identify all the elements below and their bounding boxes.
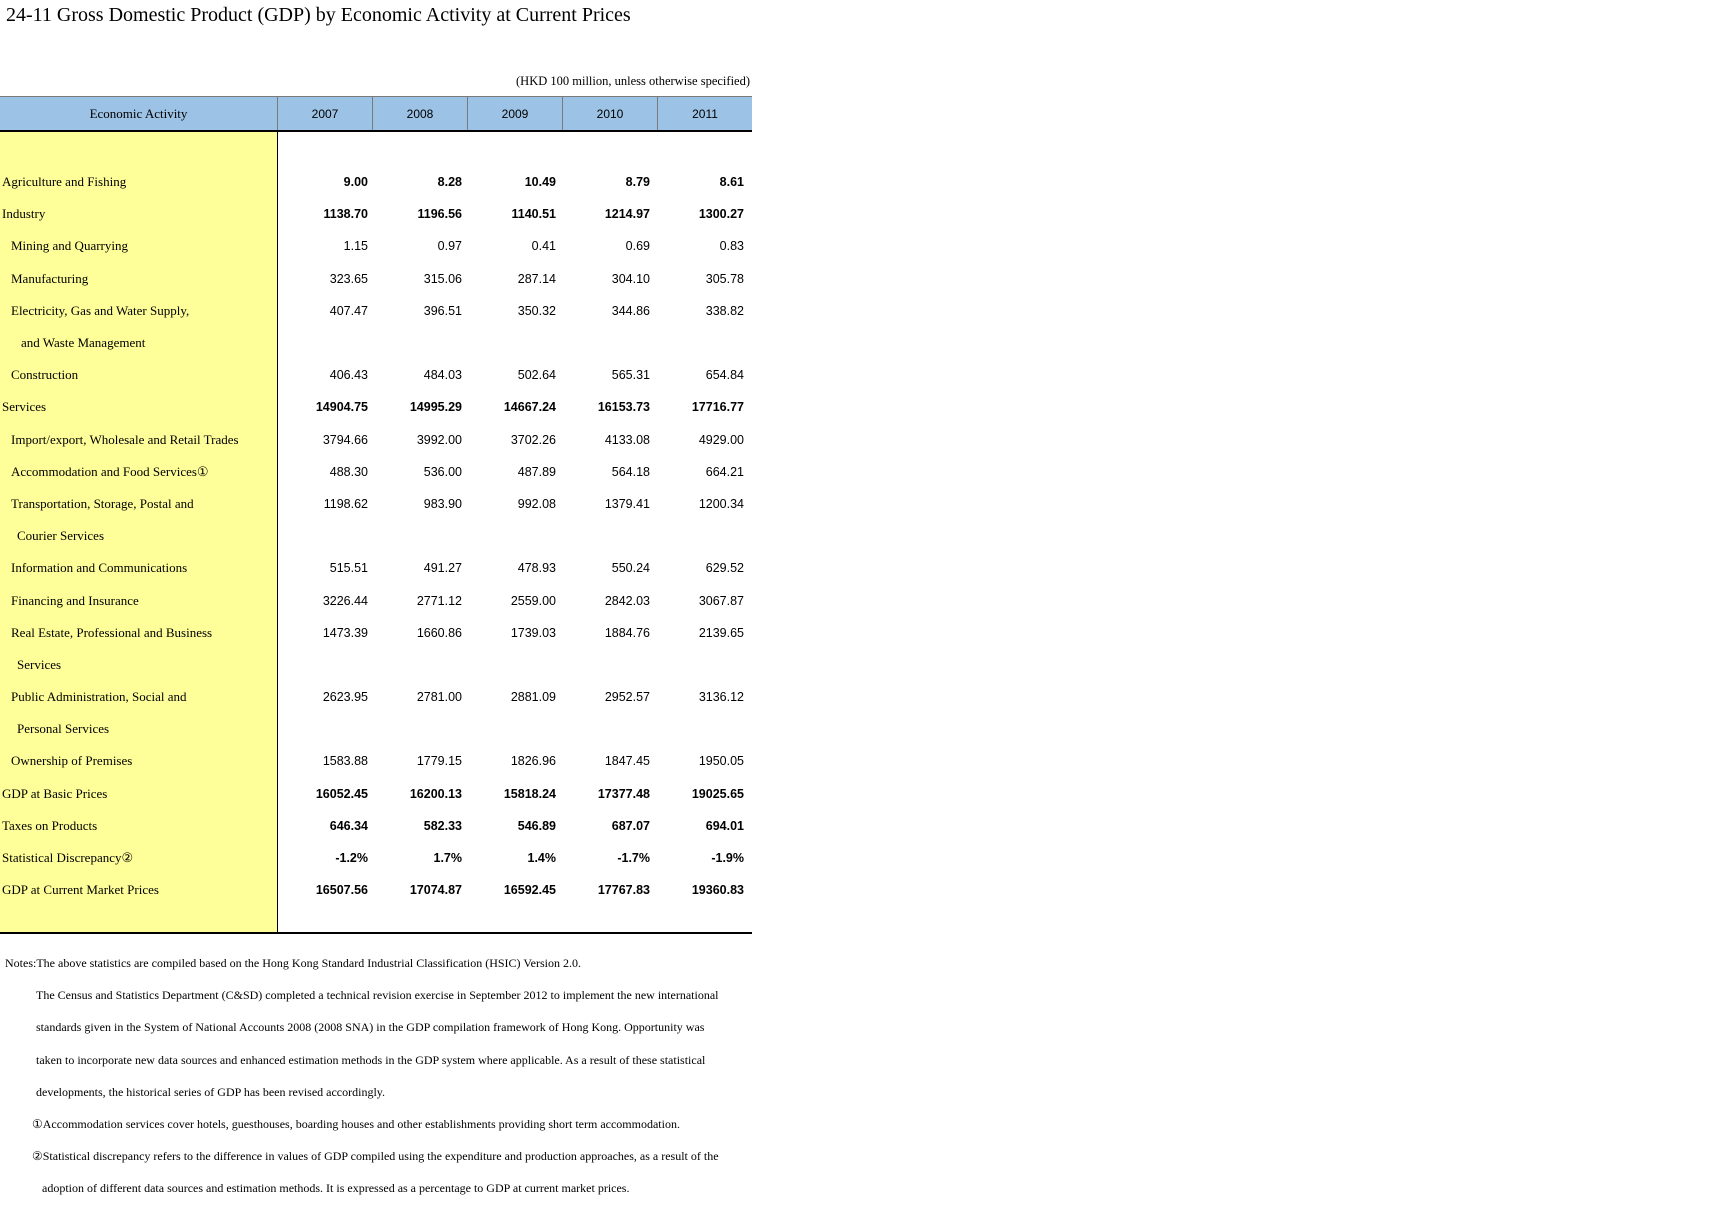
row-value: 983.90 bbox=[423, 496, 462, 511]
row-value: 8.28 bbox=[437, 175, 462, 190]
row-value: 564.18 bbox=[611, 464, 650, 479]
table-row bbox=[0, 359, 752, 391]
row-value: 1196.56 bbox=[417, 207, 462, 222]
table-row bbox=[0, 681, 752, 713]
row-label: GDP at Current Market Prices bbox=[2, 882, 159, 898]
row-value: 629.52 bbox=[705, 561, 744, 576]
row-label: Industry bbox=[2, 206, 46, 222]
row-value: 664.21 bbox=[705, 464, 744, 479]
row-value: 646.34 bbox=[329, 818, 368, 833]
row-value: 16592.45 bbox=[503, 883, 556, 898]
note-line: ①Accommodation services cover hotels, guesthouses, boarding houses and other establishments providing short term accommodation. bbox=[32, 1116, 680, 1131]
table-row bbox=[0, 424, 752, 456]
row-label: Public Administration, Social and bbox=[11, 689, 187, 705]
table-row bbox=[0, 198, 752, 230]
header-year-2009: 2009 bbox=[468, 97, 563, 130]
row-label: Construction bbox=[11, 367, 79, 383]
row-value: 2771.12 bbox=[416, 593, 462, 608]
row-label: Statistical Discrepancy② bbox=[2, 850, 134, 866]
notes-section bbox=[5, 947, 719, 1205]
row-value: 992.08 bbox=[517, 496, 556, 511]
row-value: 478.93 bbox=[517, 561, 556, 576]
row-value: 1950.05 bbox=[698, 754, 744, 769]
row-value: 305.78 bbox=[705, 271, 744, 286]
row-label: Services bbox=[2, 399, 47, 415]
row-label: Agriculture and Fishing bbox=[2, 174, 127, 190]
gdp-table bbox=[0, 96, 752, 934]
table-row bbox=[0, 810, 752, 842]
row-label: Transportation, Storage, Postal and bbox=[11, 495, 194, 511]
row-value: 2559.00 bbox=[510, 593, 556, 608]
row-value: 1660.86 bbox=[416, 625, 462, 640]
table-rows bbox=[0, 166, 752, 906]
table-row bbox=[0, 617, 752, 649]
table-row bbox=[0, 649, 752, 681]
row-value: 17716.77 bbox=[691, 400, 744, 415]
row-value: 1.15 bbox=[343, 239, 368, 254]
table-row bbox=[0, 488, 752, 520]
row-value: 484.03 bbox=[423, 368, 462, 383]
table-row bbox=[0, 520, 752, 552]
row-value: 17377.48 bbox=[597, 786, 650, 801]
row-value: 1214.97 bbox=[604, 207, 650, 222]
row-label: GDP at Basic Prices bbox=[2, 785, 108, 801]
row-value: 315.06 bbox=[423, 271, 462, 286]
row-value: 406.43 bbox=[329, 368, 368, 383]
row-label: Information and Communications bbox=[11, 560, 188, 576]
row-value: 0.41 bbox=[531, 239, 556, 254]
row-value: 2623.95 bbox=[322, 690, 368, 705]
table-row bbox=[0, 584, 752, 616]
row-label: Accommodation and Food Services① bbox=[11, 463, 209, 479]
table-row bbox=[0, 327, 752, 359]
row-value: 488.30 bbox=[329, 464, 368, 479]
row-value: 515.51 bbox=[329, 561, 368, 576]
row-label: Real Estate, Professional and Business bbox=[11, 624, 213, 640]
row-value: 1884.76 bbox=[604, 625, 650, 640]
row-value: 1779.15 bbox=[416, 754, 462, 769]
table-row bbox=[0, 745, 752, 777]
row-value: 338.82 bbox=[705, 303, 744, 318]
row-label: Personal Services bbox=[17, 721, 110, 737]
row-value: 1138.70 bbox=[323, 207, 368, 222]
row-value: -1.7% bbox=[617, 851, 650, 866]
row-value: 14667.24 bbox=[503, 400, 556, 415]
row-value: 396.51 bbox=[423, 303, 462, 318]
row-label: Services bbox=[17, 656, 62, 672]
note-line: Notes:The above statistics are compiled based on the Hong Kong Standard Industrial Classification (HSIC) Version 2.0. bbox=[5, 956, 581, 970]
row-value: 10.49 bbox=[524, 175, 556, 190]
row-value: 487.89 bbox=[517, 464, 556, 479]
row-label: Import/export, Wholesale and Retail Trades bbox=[11, 431, 239, 447]
row-value: 1847.45 bbox=[604, 754, 650, 769]
row-value: 565.31 bbox=[611, 368, 650, 383]
row-value: 14995.29 bbox=[409, 400, 462, 415]
row-value: 3992.00 bbox=[416, 432, 462, 447]
row-value: 582.33 bbox=[423, 818, 462, 833]
row-value: 1140.51 bbox=[511, 207, 556, 222]
row-value: 502.64 bbox=[517, 368, 556, 383]
row-value: 4929.00 bbox=[698, 432, 744, 447]
row-value: 2139.65 bbox=[698, 625, 744, 640]
table-header bbox=[0, 96, 752, 132]
row-value: 0.97 bbox=[437, 239, 462, 254]
table-row bbox=[0, 263, 752, 295]
row-value: 344.86 bbox=[611, 303, 650, 318]
note-line: taken to incorporate new data sources and enhanced estimation methods in the GDP system where applicable. As a result of these statistical bbox=[36, 1052, 706, 1067]
row-value: 1300.27 bbox=[698, 207, 744, 222]
row-value: -1.9% bbox=[711, 851, 744, 866]
note-line: developments, the historical series of GDP has been revised accordingly. bbox=[36, 1084, 386, 1099]
row-value: 550.24 bbox=[611, 561, 650, 576]
row-value: 323.65 bbox=[329, 271, 368, 286]
row-label: Electricity, Gas and Water Supply, bbox=[11, 302, 190, 318]
row-value: 350.32 bbox=[517, 303, 556, 318]
row-label: Courier Services bbox=[17, 528, 105, 544]
note-line: adoption of different data sources and estimation methods. It is expressed as a percentage to GDP at current market prices. bbox=[42, 1181, 630, 1196]
row-value: 19025.65 bbox=[691, 786, 744, 801]
table-row bbox=[0, 295, 752, 327]
row-value: 3794.66 bbox=[322, 432, 368, 447]
row-value: 1826.96 bbox=[510, 754, 556, 769]
row-value: 1379.41 bbox=[604, 496, 650, 511]
table-row bbox=[0, 842, 752, 874]
row-value: 407.47 bbox=[329, 303, 368, 318]
table-row bbox=[0, 166, 752, 198]
table-row bbox=[0, 456, 752, 488]
row-value: 3136.12 bbox=[698, 690, 744, 705]
row-value: 287.14 bbox=[517, 271, 556, 286]
row-value: 8.79 bbox=[625, 175, 650, 190]
table-row bbox=[0, 778, 752, 810]
row-value: 16153.73 bbox=[597, 400, 650, 415]
row-value: 15818.24 bbox=[503, 786, 556, 801]
row-value: 654.84 bbox=[705, 368, 744, 383]
note-line: The Census and Statistics Department (C&SD) completed a technical revision exercise in September 2012 to implement the new international bbox=[36, 988, 719, 1003]
row-value: 8.61 bbox=[719, 175, 744, 190]
note-line: ②Statistical discrepancy refers to the difference in values of GDP compiled using the expenditure and production approaches, as a result of the bbox=[32, 1149, 719, 1164]
table-row bbox=[0, 713, 752, 745]
row-value: 1.4% bbox=[527, 851, 556, 866]
row-value: 546.89 bbox=[517, 818, 556, 833]
header-economic-activity: Economic Activity bbox=[0, 97, 278, 130]
header-year-2008: 2008 bbox=[373, 97, 468, 130]
row-label: Ownership of Premises bbox=[11, 753, 133, 769]
row-value: 0.83 bbox=[719, 239, 744, 254]
row-value: 304.10 bbox=[611, 271, 650, 286]
row-value: 3067.87 bbox=[698, 593, 744, 608]
row-label: Manufacturing bbox=[11, 270, 89, 286]
row-value: 1739.03 bbox=[510, 625, 556, 640]
table-row bbox=[0, 391, 752, 423]
row-value: 694.01 bbox=[705, 818, 744, 833]
header-year-2010: 2010 bbox=[563, 97, 658, 130]
row-value: 536.00 bbox=[423, 464, 462, 479]
table-row bbox=[0, 552, 752, 584]
note-line: standards given in the System of National Accounts 2008 (2008 SNA) in the GDP compilation framework of Hong Kong. Opportunity was bbox=[36, 1020, 705, 1035]
row-value: 17767.83 bbox=[597, 883, 650, 898]
row-value: 16200.13 bbox=[409, 786, 462, 801]
row-value: 16507.56 bbox=[315, 883, 368, 898]
page-title: 24-11 Gross Domestic Product (GDP) by Economic Activity at Current Prices bbox=[6, 4, 631, 26]
row-value: 687.07 bbox=[611, 818, 650, 833]
row-label: Mining and Quarrying bbox=[11, 238, 128, 254]
row-value: 19360.83 bbox=[691, 883, 744, 898]
row-value: 4133.08 bbox=[604, 432, 650, 447]
table-row bbox=[0, 874, 752, 906]
row-value: 0.69 bbox=[625, 239, 650, 254]
row-value: 1583.88 bbox=[322, 754, 368, 769]
row-value: 16052.45 bbox=[315, 786, 368, 801]
row-value: 491.27 bbox=[423, 561, 462, 576]
row-value: 1200.34 bbox=[698, 496, 744, 511]
row-value: 3226.44 bbox=[322, 593, 368, 608]
row-value: 9.00 bbox=[343, 175, 368, 190]
row-value: 2842.03 bbox=[604, 593, 650, 608]
row-value: -1.2% bbox=[335, 851, 368, 866]
row-value: 1198.62 bbox=[323, 496, 368, 511]
row-value: 2881.09 bbox=[510, 690, 556, 705]
row-value: 1473.39 bbox=[322, 625, 368, 640]
row-value: 17074.87 bbox=[409, 883, 462, 898]
unit-note: (HKD 100 million, unless otherwise specified) bbox=[516, 74, 750, 88]
table-row bbox=[0, 230, 752, 262]
row-label: and Waste Management bbox=[21, 335, 146, 351]
table-body bbox=[0, 132, 752, 934]
row-value: 2952.57 bbox=[604, 690, 650, 705]
row-value: 1.7% bbox=[433, 851, 462, 866]
header-year-2011: 2011 bbox=[692, 106, 718, 121]
row-label: Taxes on Products bbox=[2, 817, 98, 833]
row-value: 14904.75 bbox=[315, 400, 368, 415]
row-value: 3702.26 bbox=[510, 432, 556, 447]
row-label: Financing and Insurance bbox=[11, 592, 139, 608]
row-value: 2781.00 bbox=[416, 690, 462, 705]
header-year-2007: 2007 bbox=[278, 97, 373, 130]
